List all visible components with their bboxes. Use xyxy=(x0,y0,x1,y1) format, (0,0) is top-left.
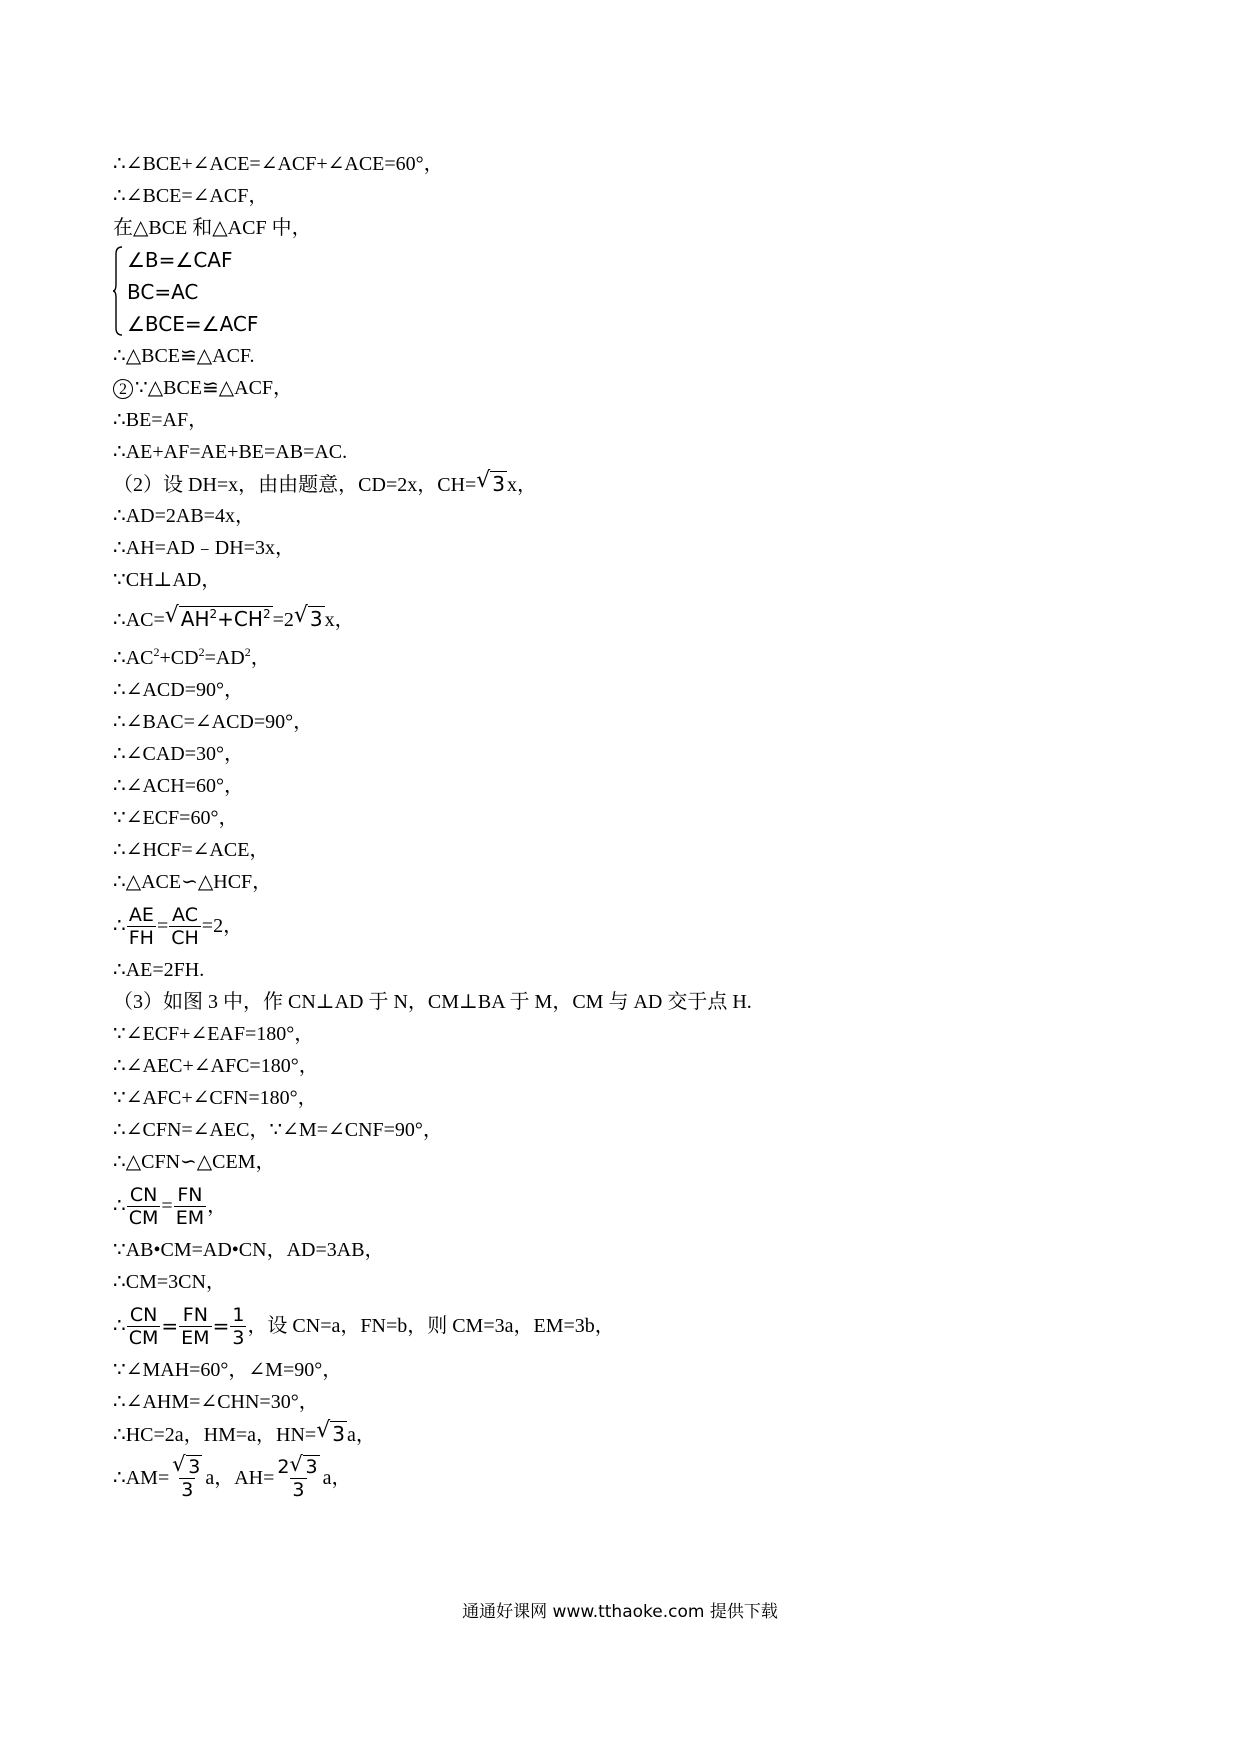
text-line: ∴∠BCE=∠ACF， xyxy=(113,185,269,207)
text-line: ∴∠CFN=∠AEC，∵∠M=∠CNF=90°， xyxy=(113,1119,443,1141)
text-line: ∴BE=AF， xyxy=(113,409,209,431)
text-segment: =AD xyxy=(204,647,245,669)
text-line: ∵∠MAH=60°，∠M=90°， xyxy=(113,1359,343,1381)
text-segment: ∴ xyxy=(113,1315,126,1337)
fraction xyxy=(127,1304,161,1349)
fraction xyxy=(230,1304,246,1349)
system-row: ∠BCE=∠ACF xyxy=(127,312,259,336)
denominator: 3 xyxy=(292,1478,305,1501)
denominator: EM xyxy=(181,1326,210,1349)
text-segment: 2 xyxy=(277,1455,290,1478)
equals-sign: = xyxy=(212,1314,230,1338)
text-line: ∴∠AHM=∠CHN=30°， xyxy=(113,1391,319,1413)
text-segment: ∵△BCE≌△ACF， xyxy=(135,377,294,399)
numerator: AE xyxy=(128,903,154,926)
text-segment: = xyxy=(161,1195,173,1217)
fraction xyxy=(275,1456,321,1501)
text-line: ∴∠CAD=30°， xyxy=(113,743,244,765)
numerator: AC xyxy=(172,903,198,926)
system-row: ∠B=∠CAF xyxy=(127,248,233,272)
text-segment: （2）设 DH=x，由由题意，CD=2x，CH= xyxy=(113,474,477,496)
numerator: 1 xyxy=(232,1303,245,1326)
text-line: （3）如图 3 中，作 CN⊥AD 于 N，CM⊥BA 于 M，CM 与 AD 交于点 H. xyxy=(113,991,752,1013)
text-line: ∴△ACE∽△HCF， xyxy=(113,871,273,893)
denominator: CM xyxy=(128,1326,159,1349)
text-line: ∴∠HCF=∠ACE， xyxy=(113,839,270,861)
text-line: ∴∠BCE+∠ACE=∠ACF+∠ACE=60°， xyxy=(113,153,444,175)
radicand: $AH^2+CH^2$ xyxy=(180,607,271,631)
text-line: ∴CM=3CN， xyxy=(113,1271,226,1293)
text-line: ∴∠AEC+∠AFC=180°， xyxy=(113,1055,319,1077)
fraction xyxy=(170,1456,204,1501)
text-line: ∵CH⊥AD， xyxy=(113,569,222,591)
radicand: 3 xyxy=(309,607,323,631)
sqrt-expression xyxy=(165,596,273,642)
text-segment: ，设 CN=a，FN=b，则 CM=3a，EM=3b， xyxy=(247,1315,615,1337)
fraction xyxy=(179,1304,211,1349)
text-line: ∴∠ACH=60°， xyxy=(113,775,244,797)
radicand: 3 xyxy=(188,1455,201,1478)
text-line: 在△BCE 和△ACF 中， xyxy=(113,217,312,239)
text-segment: a， xyxy=(346,1424,376,1446)
radicand: 3 xyxy=(492,472,506,496)
text-segment: =2， xyxy=(201,915,244,937)
text-line xyxy=(113,468,1133,500)
text-line xyxy=(113,898,1133,954)
circled-number: 2 xyxy=(113,379,133,399)
sqrt-expression xyxy=(289,1456,319,1478)
text-line: ∴∠ACD=90°， xyxy=(113,679,244,701)
numerator: FN xyxy=(182,1303,208,1326)
text-segment: x， xyxy=(507,474,538,496)
equation-system xyxy=(113,244,1133,340)
text-segment: x， xyxy=(324,609,355,631)
text-segment: ∴ xyxy=(113,1195,126,1217)
text-segment: a， xyxy=(322,1467,352,1489)
system-row: BC=AC xyxy=(127,280,199,304)
denominator: EM xyxy=(175,1206,205,1229)
text-segment: AH xyxy=(180,607,210,631)
radicand: 3 xyxy=(305,1455,318,1478)
denominator: CH xyxy=(171,926,199,949)
sqrt-expression xyxy=(172,1456,202,1478)
text-line: ∴AE=2FH. xyxy=(113,959,205,981)
text-segment: = xyxy=(156,915,169,937)
sqrt-expression xyxy=(294,596,325,642)
text-segment: ， xyxy=(207,1195,228,1217)
text-line xyxy=(113,1450,1133,1506)
text-segment: ∴AC= xyxy=(113,609,165,631)
text-line xyxy=(113,1178,1133,1234)
text-segment: ∴HC=2a，HM=a，HN= xyxy=(113,1424,317,1446)
numerator xyxy=(170,1456,204,1478)
fraction xyxy=(169,904,201,949)
sqrt-expression xyxy=(316,1418,347,1450)
text-line: ∵∠ECF+∠EAF=180°， xyxy=(113,1023,315,1045)
denominator: CM xyxy=(128,1206,159,1229)
fraction xyxy=(127,904,156,949)
solution-text xyxy=(113,148,1133,1506)
text-segment: ， xyxy=(250,647,271,669)
text-segment: +CH xyxy=(217,607,263,631)
text-segment: ∴ xyxy=(113,915,126,937)
text-line: ∴△CFN∽△CEM， xyxy=(113,1151,276,1173)
numerator: FN xyxy=(177,1183,203,1206)
text-segment: ∴AC xyxy=(113,647,154,669)
equals-sign: = xyxy=(161,1314,179,1338)
denominator: FH xyxy=(128,926,154,949)
denominator: 3 xyxy=(232,1326,245,1349)
text-line: ∴AE+AF=AE+BE=AB=AC. xyxy=(113,441,348,463)
text-line xyxy=(113,596,1133,642)
numerator: CN xyxy=(129,1183,158,1206)
text-line: ∴AD=2AB=4x， xyxy=(113,505,255,527)
numerator xyxy=(275,1456,321,1478)
text-segment: a，AH= xyxy=(205,1467,275,1489)
text-line: ∵∠AFC+∠CFN=180°， xyxy=(113,1087,318,1109)
fraction xyxy=(174,1184,206,1229)
text-segment: =2 xyxy=(272,609,294,631)
left-brace-icon xyxy=(113,246,123,336)
text-line: ∴△BCE≌△ACF. xyxy=(113,345,255,367)
text-line: ∵∠ECF=60°， xyxy=(113,807,239,829)
text-line: ∵AB•CM=AD•CN，AD=3AB， xyxy=(113,1239,385,1261)
text-segment: ∴AM= xyxy=(113,1467,170,1489)
text-segment: +CD xyxy=(159,647,199,669)
text-line xyxy=(113,1298,1133,1354)
numerator: CN xyxy=(129,1303,158,1326)
text-line xyxy=(113,1418,1133,1450)
sqrt-expression xyxy=(476,468,507,500)
text-line: ∴∠BAC=∠ACD=90°， xyxy=(113,711,314,733)
text-line: ∴AH=AD﹣DH=3x， xyxy=(113,537,295,559)
radicand: 3 xyxy=(332,1422,345,1446)
denominator: 3 xyxy=(181,1478,194,1501)
text-line xyxy=(113,372,1133,404)
text-line: $\therefore AC^2+CD^2=AD^2$， xyxy=(113,645,271,669)
page-footer: 通通好课网 www.tthaoke.com 提供下载 xyxy=(462,1602,778,1622)
fraction xyxy=(127,1184,161,1229)
